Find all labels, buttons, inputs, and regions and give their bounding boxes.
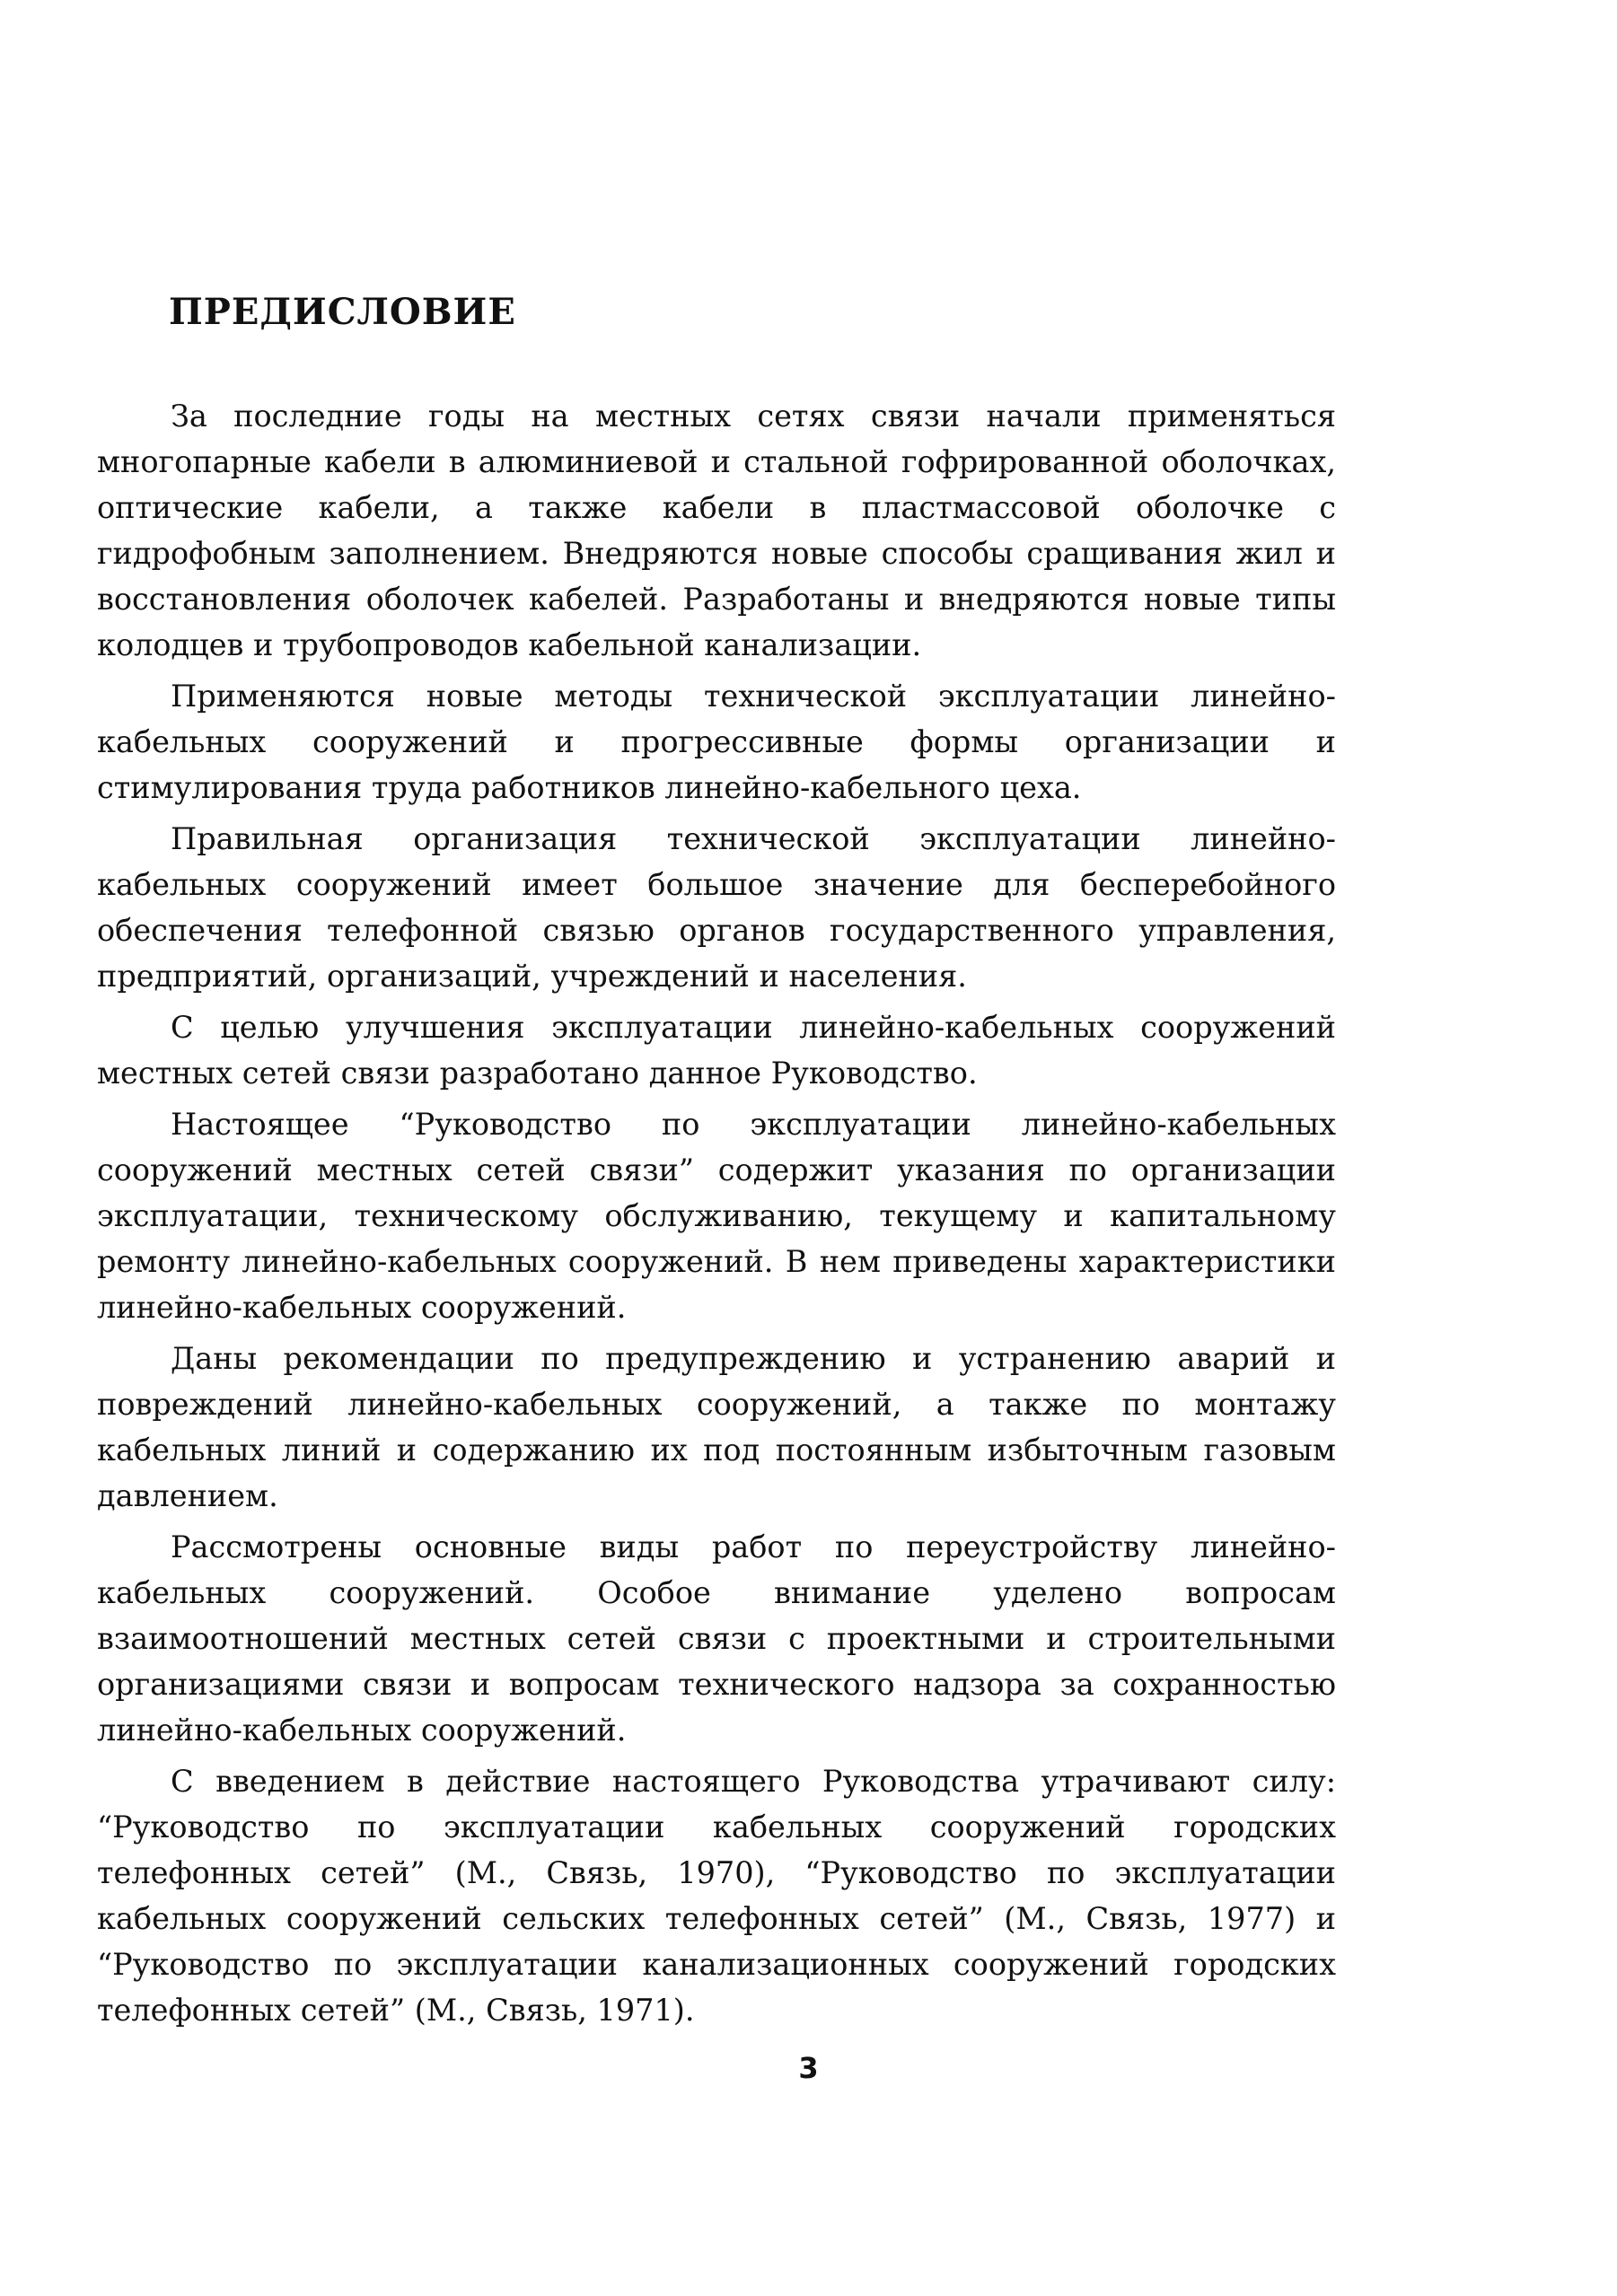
preface-body (97, 393, 1336, 2038)
page-title: ПРЕДИСЛОВИЕ (169, 291, 516, 333)
paragraph: За последние годы на местных сетях связи начали применяться многопарные кабели в алюминиевой и стальной гофрированной оболочках, оптические кабели, а также кабели в пластмассовой оболочке с гидрофобным заполнением. Внедряются новые способы сращивания жил и восстановления оболочек кабелей. Разработаны и внедряются новые типы колодцев и трубопроводов кабельной канализации. (97, 399, 1336, 662)
paragraph: Даны рекомендации по предупреждению и устранению аварий и повреждений линейно-кабельных сооружений, а также по монтажу кабельных линий и содержанию их под постоянным избыточным газовым давлением. (97, 1341, 1336, 1513)
paragraph: С введением в действие настоящего Руководства утрачивают силу: “Руководство по эксплуатации кабельных сооружений городских телефонных сетей” (М., Связь, 1970), “Руководство по эксплуатации кабельных сооружений сельских телефонных сетей” (М., Связь, 1977) и “Руководство по эксплуатации канализационных сооружений городских телефонных сетей” (М., Связь, 1971). (97, 1764, 1336, 2028)
paragraph: Правильная организация технической эксплуатации линейно-кабельных сооружений имеет большое значение для бесперебойного обеспечения телефонной связью органов государственного управления, предприятий, организаций, учреждений и населения. (97, 821, 1336, 994)
paragraph: Настоящее “Руководство по эксплуатации линейно-кабельных сооружений местных сетей связи” содержит указания по организации эксплуатации, техническому обслуживанию, текущему и капитальному ремонту линейно-кабельных сооружений. В нем приведены характеристики линейно-кабельных сооружений. (97, 1107, 1336, 1325)
paragraph: Применяются новые методы технической эксплуатации линейно-кабельных сооружений и прогрессивные формы организации и стимулирования труда работников линейно-кабельного цеха. (97, 679, 1336, 805)
paragraph: С целью улучшения эксплуатации линейно-кабельных сооружений местных сетей связи разработано данное Руководство. (97, 1010, 1336, 1091)
page-number: 3 (798, 2051, 819, 2085)
paragraph: Рассмотрены основные виды работ по переустройству линейно-кабельных сооружений. Особое внимание уделено вопросам взаимоотношений местных сетей связи с проектными и строительными организациями связи и вопросам технического надзора за сохранностью линейно-кабельных сооружений. (97, 1529, 1336, 1748)
